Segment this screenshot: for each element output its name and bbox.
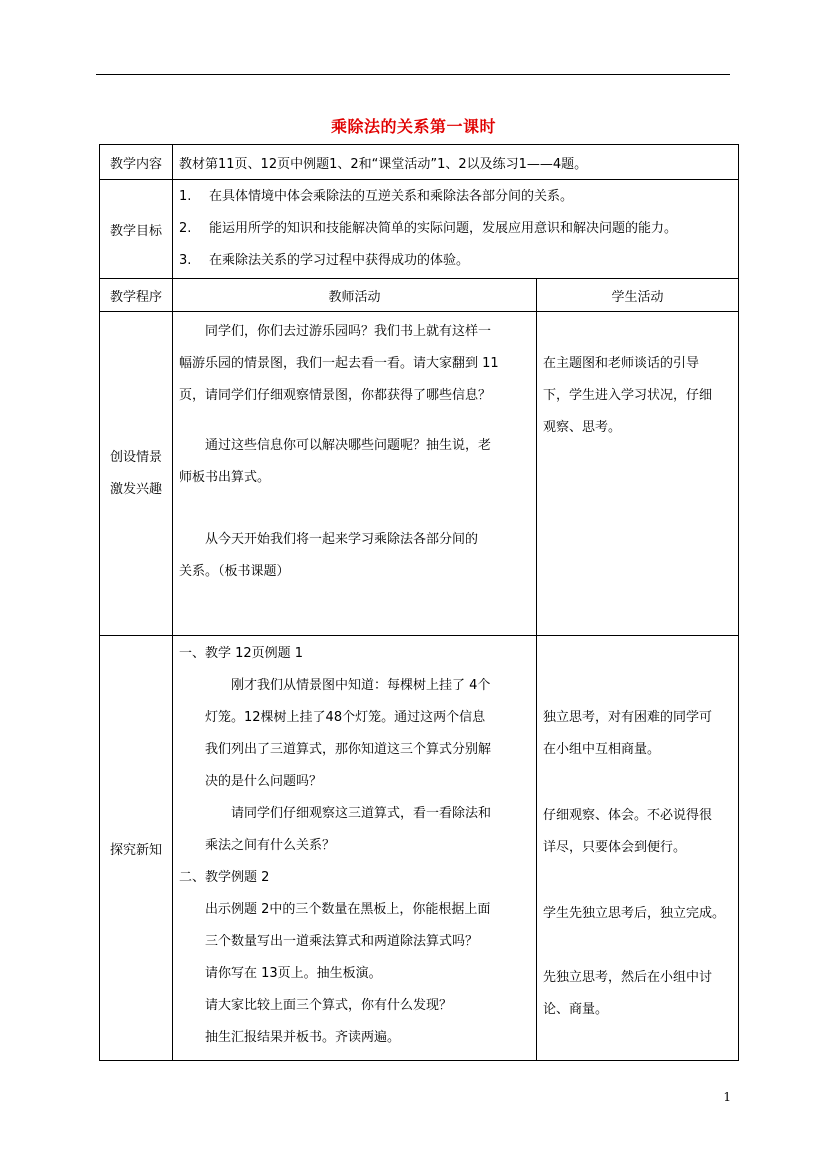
- content-label: 教学内容: [100, 145, 173, 180]
- section-explore-label: 探究新知: [100, 636, 173, 1061]
- goal-text: 在具体情境中体会乘除法的互逆关系和乘除法各部分间的关系。: [209, 189, 574, 204]
- process-header-row: [100, 279, 739, 312]
- goal-text: 在乘除法关系的学习过程中获得成功的体验。: [209, 253, 470, 268]
- section-situation-student: 在主题图和老师谈话的引导 下，学生进入学习状况，仔细 观察、思考。: [537, 312, 739, 636]
- content-text: 教材第11页、12页中例题1、2和“课堂活动”1、2以及练习1——4题。: [173, 145, 739, 180]
- section-situation-row: [100, 312, 739, 636]
- section-explore-teacher: 一、教学 12页例题 1 刚才我们从情景图中知道：每棵树上挂了 4个 灯笼。12棵树上挂了48个灯笼。通过这两个信息 我们列出了三道算式，那你知道这三个算式分别解 决的是什么问题吗？ 请同学们仔细观察这三道算式，看一看除法和 乘法之间有什么关系？ 二、教学例题 2 出示例题 2中的三个数量在黑板上，你能根据上面 三个数量写出一道乘法算式和两道除法算式吗？ 请你写在 13页上。抽生板演。 请大家比较上面三个算式，你有什么发现？ 抽生汇报结果并板书。齐读两遍。: [173, 636, 537, 1061]
- goals-label: 教学目标: [100, 180, 173, 279]
- goal-item: [173, 181, 738, 213]
- goal-item: [173, 213, 738, 245]
- lesson-plan-table: [99, 144, 739, 1061]
- goal-text: 能运用所学的知识和技能解决简单的实际问题，发展应用意识和解决问题的能力。: [209, 221, 678, 236]
- header-rule: [96, 74, 730, 75]
- process-label: 教学程序: [100, 279, 173, 312]
- goal-number: 1.: [179, 189, 192, 204]
- page-number: 1: [723, 1090, 731, 1104]
- goal-number: 2.: [179, 221, 192, 236]
- content-row: [100, 145, 739, 180]
- goals-row: [100, 180, 739, 279]
- goals-cell: [173, 180, 739, 279]
- section-explore-row: [100, 636, 739, 1061]
- teacher-activity-header: 教师活动: [173, 279, 537, 312]
- document-title: 乘除法的关系第一课时: [330, 117, 496, 136]
- section-situation-label: 创设情景 激发兴趣: [100, 312, 173, 636]
- section-explore-student: 独立思考，对有困难的同学可 在小组中互相商量。 仔细观察、体会。不必说得很 详尽，只要体会到便行。 学生先独立思考后，独立完成。 先独立思考，然后在小组中讨 论、商量。: [537, 636, 739, 1061]
- goal-item: [173, 245, 738, 277]
- section-situation-teacher: 同学们，你们去过游乐园吗？我们书上就有这样一 幅游乐园的情景图，我们一起去看一看。请大家翻到 11 页，请同学们仔细观察情景图，你都获得了哪些信息？ 通过这些信息你可以解决哪些问题呢？抽生说，老 师板书出算式。 从今天开始我们将一起来学习乘除法各部分间的 关系。（板书课题）: [173, 312, 537, 636]
- student-activity-header: 学生活动: [537, 279, 739, 312]
- goal-number: 3.: [179, 253, 192, 268]
